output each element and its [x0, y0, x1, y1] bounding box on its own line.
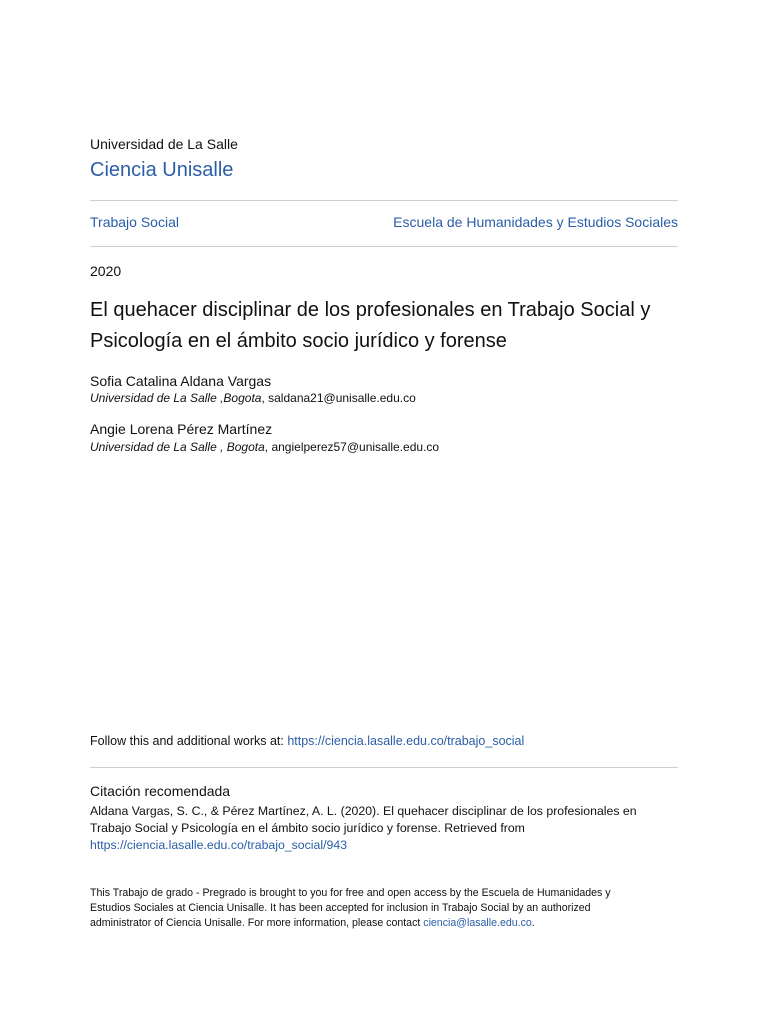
citation-text: Aldana Vargas, S. C., & Pérez Martínez, A. L. (2020). El quehacer disciplinar de los profesionales en Trabajo Social y Psicología en el ámbito socio jurídico y forense. Retrieved from	[90, 804, 637, 835]
document-title: El quehacer disciplinar de los profesionales en Trabajo Social y Psicología en el ámbito socio jurídico y forense	[90, 299, 651, 352]
citation-heading: Citación recomendada	[90, 783, 231, 799]
follow-line	[90, 733, 524, 750]
repository-link[interactable]: Ciencia Unisalle	[90, 159, 234, 181]
follow-url-link[interactable]: https://ciencia.lasalle.edu.co/trabajo_social	[287, 734, 525, 748]
contact-email-link[interactable]: ciencia@lasalle.edu.co	[423, 917, 532, 929]
author-email: angielperez57@unisalle.edu.co	[271, 440, 440, 454]
citation-url-link[interactable]: https://ciencia.lasalle.edu.co/trabajo_social/943	[90, 838, 348, 852]
bottom-divider	[90, 246, 678, 247]
author-affiliation: Universidad de La Salle , Bogota, angielperez57@unisalle.edu.co	[90, 440, 440, 454]
author-institution: Universidad de La Salle ,Bogota	[90, 391, 262, 405]
author-name: Sofia Catalina Aldana Vargas	[90, 373, 272, 389]
publication-year: 2020	[90, 263, 122, 279]
department-link-trabajo-social[interactable]: Trabajo Social	[90, 214, 179, 230]
access-notice-end: .	[531, 917, 535, 929]
author-institution: Universidad de La Salle , Bogota	[90, 440, 265, 454]
institution-name: Universidad de La Salle	[90, 136, 238, 152]
access-notice	[90, 886, 650, 931]
top-divider	[90, 200, 678, 201]
school-link-humanidades[interactable]: Escuela de Humanidades y Estudios Sociales	[393, 214, 678, 230]
citation-divider	[90, 767, 678, 768]
access-notice-text: This Trabajo de grado - Pregrado is brought to you for free and open access by the Escuela de Humanidades y Estudios Sociales at Ciencia Unisalle. It has been accepted for inclusion in Trabajo Social by an authorized administrator of Ciencia Unisalle. For more information, please contact	[90, 887, 611, 929]
author-email: saldana21@unisalle.edu.co	[268, 391, 416, 405]
citation-body	[90, 803, 650, 854]
follow-label: Follow this and additional works at:	[90, 734, 288, 748]
author-name: Angie Lorena Pérez Martínez	[90, 421, 273, 437]
author-affiliation: Universidad de La Salle ,Bogota, saldana21@unisalle.edu.co	[90, 391, 416, 405]
